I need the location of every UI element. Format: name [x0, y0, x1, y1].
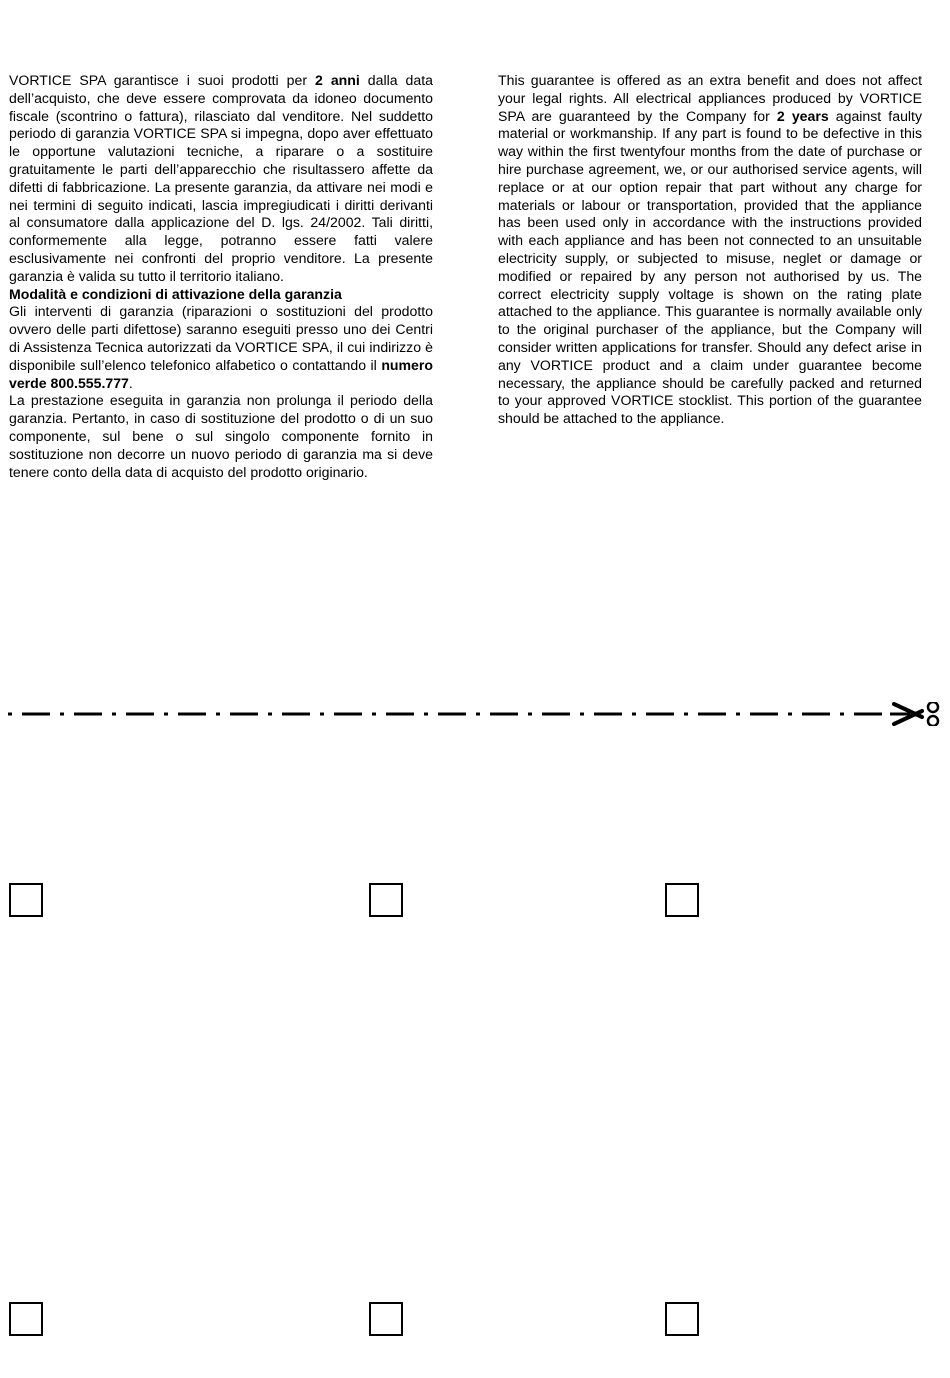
- english-paragraph-1: This guarantee is offered as an extra benefit and does not affect your legal rights. All electrical appliances produced by VORTICE SPA are guaranteed by the Company for 2 years against faulty material or workmanship. If any part is found to be defective in this way within the first twentyfour months from the date of purchase or hire purchase agreement, we, or our authorised service agents, will replace or at our option repair that part without any charge for materials or labour or transportation, provided that the appliance has been used only in accordance with the instructions provided with each appliance and has been not connected to an unsuitable electricity supply, or subjected to misuse, neglet or damage or modified or repaired by any person not authorised by us. The correct electricity supply voltage is shown on the rating plate attached to the appliance. This guarantee is normally available only to the original purchaser of the appliance, but the Company will consider written applications for transfer. Should any defect arise in any VORTICE product and a claim under guarantee become necessary, the appliance should be carefully packed and returned to your approved VORTICE stocklist. This portion of the guarantee should be attached to the appliance.: [498, 72, 922, 427]
- italian-activation-heading: Modalità e condizioni di attivazione della garanzia: [9, 285, 342, 302]
- checkbox-row1-col2[interactable]: [369, 883, 403, 917]
- italian-paragraph-3: La prestazione eseguita in garanzia non prolunga il periodo della garanzia. Pertanto, in caso di sostituzione del prodotto o di un suo componente, sul bene o sul singolo componente fornito in sostituzione non decorre un nuovo periodo di garanzia ma si deve tenere conto della data di acquisto del prodotto originario.: [9, 392, 433, 480]
- italian-guarantee-text: [9, 72, 433, 481]
- checkbox-row2-col2[interactable]: [369, 1302, 403, 1336]
- cut-line: [8, 702, 950, 726]
- checkbox-row1-col1[interactable]: [9, 883, 43, 917]
- scissors-icon: [890, 702, 938, 726]
- checkbox-row1-col3[interactable]: [665, 883, 699, 917]
- checkbox-row2-col1[interactable]: [9, 1302, 43, 1336]
- italian-paragraph-2: Gli interventi di garanzia (riparazioni o sostituzioni del prodotto ovvero delle parti difettose) saranno eseguiti presso uno dei Centri di Assistenza Tecnica autorizzati da VORTICE SPA, il cui indirizzo è disponibile sull’elenco telefonico alfabetico o contattando il numero verde 800.555.777.: [9, 303, 433, 391]
- italian-paragraph-1: VORTICE SPA garantisce i suoi prodotti per 2 anni dalla data dell’acquisto, che deve essere comprovata da idoneo documento fiscale (scontrino o fattura), rilasciato dal venditore. Nel suddetto periodo di garanzia VORTICE SPA si impegna, dopo aver effettuato le opportune valutazioni tecniche, a riparare o a sostituire gratuitamente le parti dell’apparecchio che risultassero affette da difetti di fabbricazione. La presente garanzia, da attivare nei modi e nei termini di seguito indicati, lascia impregiudicati i diritti derivanti al consumatore dalla applicazione del D. lgs. 24/2002. Tali diritti, conformemente alla legge, potranno essere fatti valere esclusivamente nei confronti del proprio venditore. La presente garanzia è valida su tutto il territorio italiano.: [9, 72, 433, 284]
- english-guarantee-text: [498, 72, 922, 428]
- checkbox-row2-col3[interactable]: [665, 1302, 699, 1336]
